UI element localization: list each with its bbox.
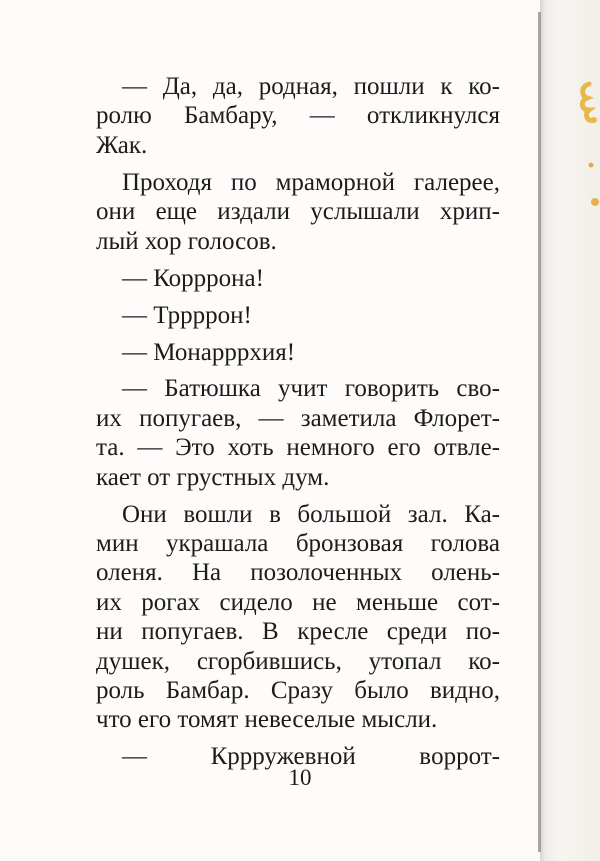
text-line: — Монарррхия! xyxy=(122,338,296,366)
text-line: мин украшала бронзовая голова xyxy=(96,530,500,558)
text-line: ни попугаев. В кресле среди по- xyxy=(96,618,500,646)
ornament-icon xyxy=(575,70,600,220)
text-line: Жак. xyxy=(96,131,148,159)
text-line: — Корррона! xyxy=(122,264,264,292)
text-line: Они вошли в большой зал. Ка- xyxy=(122,500,500,528)
text-line: ролю Бамбару, — откликнулся xyxy=(96,102,500,130)
text-line: роль Бамбар. Сразу было видно, xyxy=(96,676,500,704)
text-line: та. — Это хоть немного его отвле- xyxy=(96,434,500,462)
page-text xyxy=(96,72,500,772)
text-line: — Кррружевной вoррот- xyxy=(122,743,500,771)
text-line: — Тррррон! xyxy=(122,301,252,329)
text-line: лый хор голосов. xyxy=(96,227,277,255)
text-line: что его томят невеселые мысли. xyxy=(96,706,438,734)
text-line: они еще издали услышали хрип- xyxy=(96,198,500,226)
text-line: их рогах сидело не меньше сот- xyxy=(96,588,500,616)
text-line: кает от грустных дум. xyxy=(96,463,330,491)
page-edge-shadow xyxy=(538,12,541,852)
text-line: Проходя по мраморной галерее, xyxy=(122,168,500,196)
text-line: — Батюшка учит говорить сво- xyxy=(122,375,500,403)
text-line: их попугаев, — заметила Флорет- xyxy=(96,404,500,432)
page-number: 10 xyxy=(288,765,312,790)
text-line: оленя. На позолоченных олень- xyxy=(96,559,500,587)
text-line: душек, сгорбившись, утопал ко- xyxy=(96,647,500,675)
text-line: — Да, да, родная, пошли к ко- xyxy=(122,73,500,100)
